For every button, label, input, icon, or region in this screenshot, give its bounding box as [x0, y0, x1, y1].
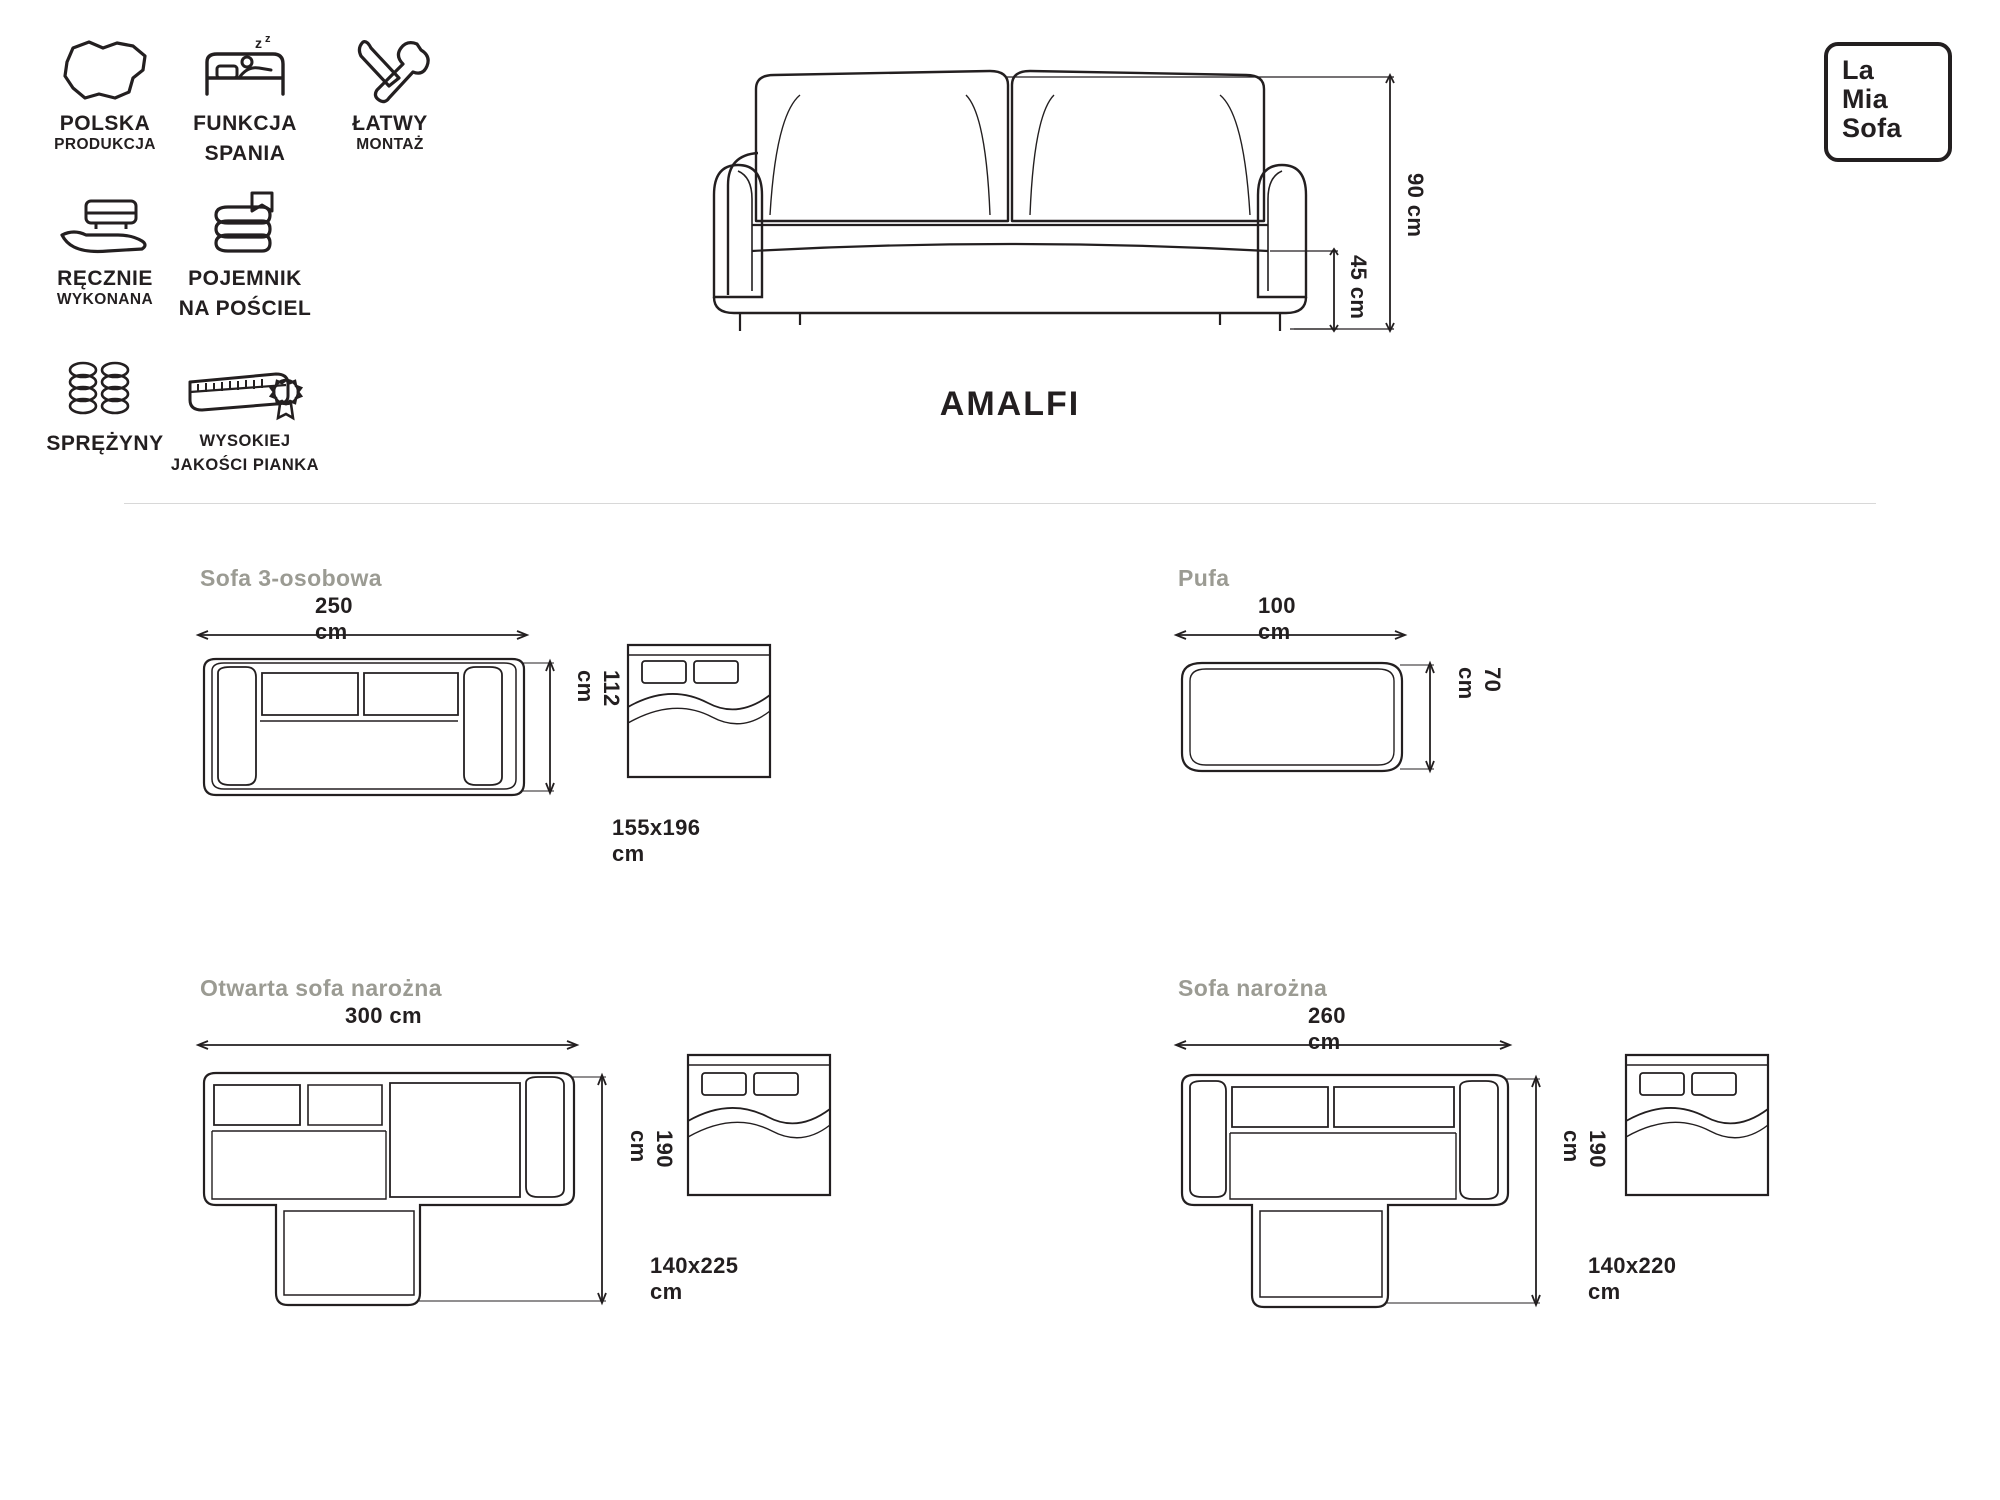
poland-map-icon [30, 30, 180, 106]
section-otwarta-sofa-narozna [200, 975, 739, 1304]
width-label: 100 cm [1258, 593, 1296, 644]
brand-logo [1824, 42, 1952, 162]
width-label: 300 cm [345, 1003, 423, 1028]
feature-label-line2: JAKOŚCI PIANKA [170, 456, 320, 475]
page-title: AMALFI [939, 385, 1081, 423]
bed-size-label: 155x196 cm [612, 815, 701, 866]
section-title: Otwarta sofa narożna [200, 975, 442, 1001]
depth-label: 190 cm [626, 1130, 677, 1168]
hero-seat-height-label: 45 cm [1346, 255, 1371, 320]
logo-line-3: Sofa [1842, 113, 1902, 144]
feature-polska-produkcja [30, 30, 180, 153]
section-sofa-narozna [1178, 975, 1677, 1304]
depth-label: 112 cm [573, 670, 624, 707]
logo-line-1: La [1842, 55, 1875, 85]
feature-pojemnik-na-posciel [170, 185, 320, 320]
feature-label-line1: ŁATWY [352, 112, 428, 135]
feature-wysokiej-jakosci-pianka [170, 350, 320, 475]
section-pufa [1178, 565, 1505, 700]
feature-label-line1: POJEMNIK [188, 267, 302, 290]
section-title: Sofa 3-osobowa [200, 565, 382, 591]
depth-label: 70 cm [1454, 667, 1505, 700]
section-title: Sofa narożna [1178, 975, 1328, 1001]
screwdriver-wrench-icon [315, 30, 465, 106]
feature-sprezyny [30, 350, 180, 456]
svg-text:z: z [255, 35, 262, 51]
feature-label-line2: PRODUKCJA [54, 135, 156, 153]
sleeping-person-icon [170, 30, 320, 106]
feature-label-line1: POLSKA [59, 112, 151, 135]
svg-text:z: z [265, 33, 271, 45]
section-sofa-3-osobowa [200, 565, 701, 866]
bedding-storage-icon [170, 185, 320, 261]
feature-funkcja-spania [170, 30, 320, 165]
foam-quality-icon [170, 350, 320, 426]
width-label: 250 cm [315, 593, 353, 644]
feature-label-line2: WYKONANA [56, 290, 154, 308]
feature-label-line2: MONTAŻ [356, 135, 424, 153]
depth-label: 190 cm [1559, 1130, 1610, 1168]
feature-label-line2: NA POŚCIEL [178, 296, 312, 320]
feature-label-line2: SPANIA [204, 141, 286, 165]
feature-label-line1: FUNKCJA [193, 112, 297, 135]
hero-sofa-front-view [690, 55, 1428, 355]
feature-label-line1: WYSOKIEJ [199, 432, 291, 450]
section-title: Pufa [1178, 565, 1230, 591]
hand-holding-sofa-icon [30, 185, 180, 261]
section-divider [124, 503, 1876, 504]
springs-icon [30, 350, 180, 426]
feature-latwy-montaz [315, 30, 465, 153]
hero-total-height-label: 90 cm [1403, 173, 1428, 238]
logo-line-2: Mia [1842, 84, 1888, 115]
feature-badges [30, 20, 490, 490]
width-label: 260 cm [1308, 1003, 1346, 1054]
feature-label-line1: SPRĘŻYNY [46, 432, 164, 455]
bed-size-label: 140x225 cm [650, 1253, 739, 1304]
feature-recznie-wykonana [30, 185, 180, 308]
feature-label-line1: RĘCZNIE [57, 267, 153, 290]
bed-size-label: 140x220 cm [1588, 1253, 1677, 1304]
